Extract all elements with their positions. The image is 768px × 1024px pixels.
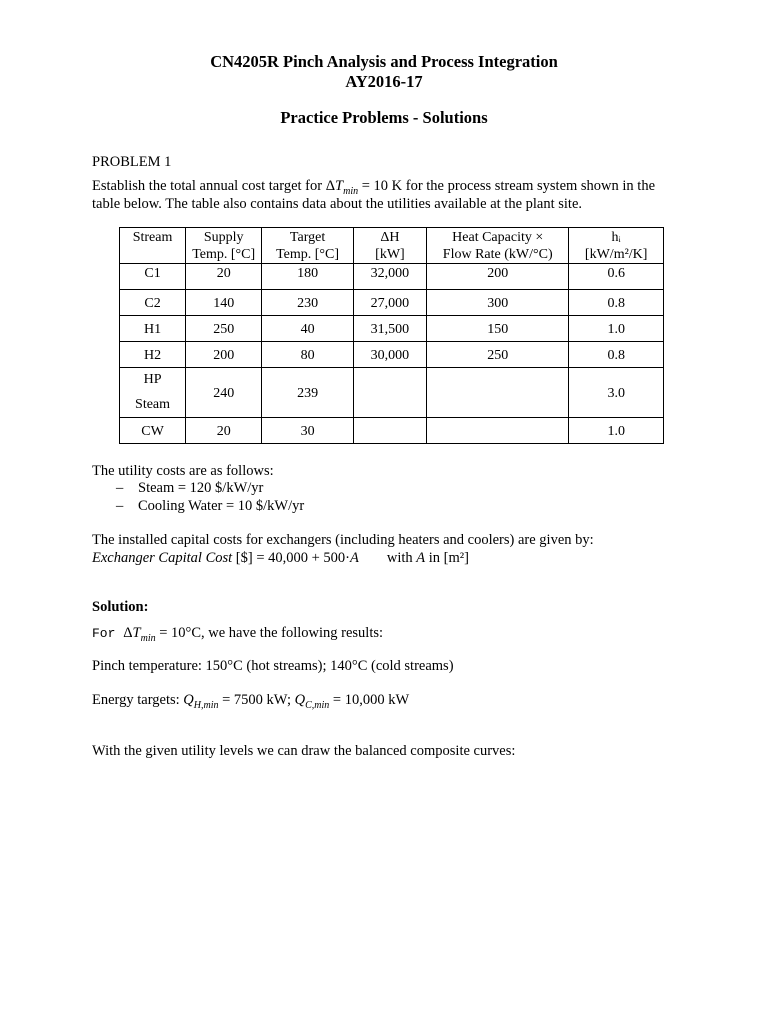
table-header-row bbox=[120, 228, 664, 264]
course-title: CN4205R Pinch Analysis and Process Integration bbox=[210, 52, 558, 71]
capital-cost-formula: Exchanger Capital Cost [$] = 40,000 + 500·A with A in [m²] bbox=[92, 550, 469, 566]
problem-label: PROBLEM 1 bbox=[92, 154, 172, 170]
intro-line-1: Establish the total annual cost target for $\Delta T_{min} = 10$ K for the process stream system shown in the bbox=[92, 178, 656, 197]
table-row: H1 250 40 31,500 150 1.0 bbox=[120, 316, 664, 342]
table-row-cooling-water: CW 20 30 1.0 bbox=[120, 418, 664, 444]
capital-cost-intro: The installed capital costs for exchangers (including heaters and coolers) are given by: bbox=[92, 532, 594, 548]
composite-curves-intro: With the given utility levels we can draw the balanced composite curves: bbox=[92, 743, 516, 759]
utility-heading: The utility costs are as follows: bbox=[92, 463, 274, 479]
header-cell: Heat Capacity × Flow Rate (kW/°C) bbox=[427, 228, 569, 264]
stream-data-table bbox=[119, 227, 664, 444]
header-cell: Supply Temp. [°C] bbox=[186, 228, 262, 264]
dash-bullet: – bbox=[116, 480, 124, 496]
header-cell: ΔH [kW] bbox=[353, 228, 426, 264]
solution-delta-line: For $\Delta T_{min} = 10^\circ C$, we have the following results: bbox=[92, 625, 384, 644]
list-item: Steam = 120 $/kW/yr bbox=[138, 480, 264, 496]
header-cell: Target Temp. [°C] bbox=[262, 228, 354, 264]
solution-heading: Solution: bbox=[92, 599, 149, 615]
header-cell: hᵢ [kW/m²/K] bbox=[569, 228, 664, 264]
table-row-hp-steam: HP Steam 240 239 3.0 bbox=[120, 368, 664, 418]
table-row: C2 140 230 27,000 300 0.8 bbox=[120, 290, 664, 316]
dash-bullet: – bbox=[116, 498, 124, 514]
section-title: Practice Problems - Solutions bbox=[280, 108, 488, 127]
energy-targets: Energy targets: $Q_{H,min} = 7500$ kW; $Q_{C,min} = 10,000$ kW bbox=[92, 692, 410, 711]
academic-year: AY2016-17 bbox=[345, 72, 423, 91]
intro-line-2: table below. The table also contains data about the utilities available at the plant site. bbox=[92, 196, 583, 212]
pinch-temperature: Pinch temperature: 150°C (hot streams); 140°C (cold streams) bbox=[92, 658, 454, 674]
list-item: Cooling Water = 10 $/kW/yr bbox=[138, 498, 305, 514]
table-row: C1 20 180 32,000 200 0.6 bbox=[120, 264, 664, 290]
header-cell: Stream bbox=[120, 228, 186, 264]
table-row: H2 200 80 30,000 250 0.8 bbox=[120, 342, 664, 368]
